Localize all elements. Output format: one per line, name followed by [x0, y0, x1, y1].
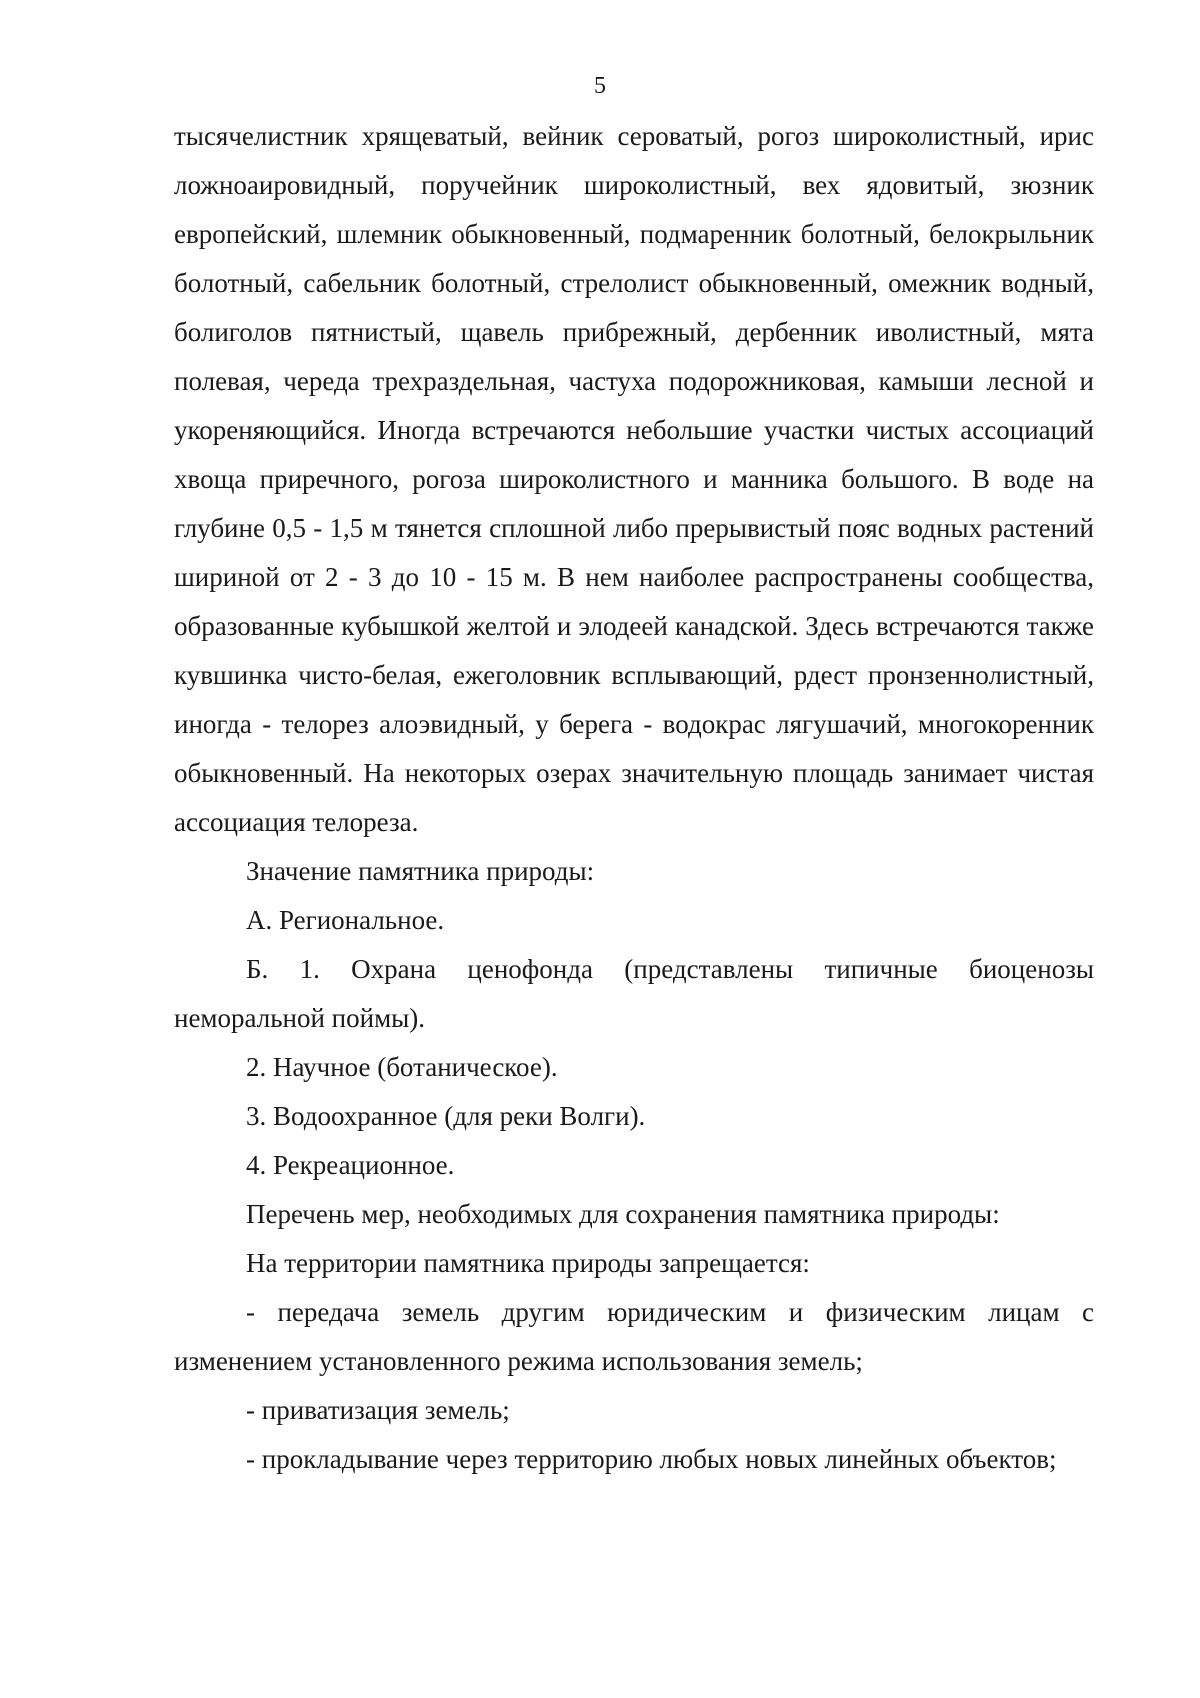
paragraph-significance-3: 3. Водоохранное (для реки Волги). [246, 1101, 646, 1131]
paragraph-prohibition-linear-objects: - прокладывание через территорию любых новых линейных объектов; [246, 1444, 1057, 1474]
paragraph-significance-2: 2. Научное (ботаническое). [246, 1052, 558, 1082]
paragraph-significance-4: 4. Рекреационное. [246, 1150, 455, 1180]
paragraph-prohibited-heading: На территории памятника природы запрещается: [246, 1248, 810, 1278]
paragraph-prohibition-privatization: - приватизация земель; [246, 1395, 510, 1425]
paragraph-prohibition-land-transfer: - передача земель другим юридическим и физическим лицам с изменением установленного режима использования земель; [174, 1297, 1094, 1376]
paragraph-measures-heading: Перечень мер, необходимых для сохранения памятника природы: [246, 1199, 1000, 1229]
paragraph-significance-b1: Б. 1. Охрана ценофонда (представлены типичные биоценозы неморальной поймы). [174, 954, 1094, 1033]
paragraph-significance-heading: Значение памятника природы: [246, 856, 595, 886]
document-body [174, 112, 1094, 1484]
paragraph-significance-a: А. Региональное. [246, 905, 445, 935]
paragraph-species-list: тысячелистник хрящеватый, вейник сероватый, рогоз широколистный, ирис ложноаировидный, поручейник широколистный, вех ядовитый, зюзник европейский, шлемник обыкновенный, подмаренник болотный, белокрыльник болотный, сабельник болотный, стрелолист обыкновенный, омежник водный, болиголов пятнистый, щавель прибрежный, дербенник иволистный, мята полевая, череда трехраздельная, частуха подорожниковая, камыши лесной и укореняющийся. Иногда встречаются небольшие участки чистых ассоциаций хвоща приречного, рогоза широколистного и манника большого. В воде на глубине 0,5 - 1,5 м тянется сплошной либо прерывистый пояс водных растений шириной от 2 - 3 до 10 - 15 м. В нем наиболее распространены сообщества, образованные кубышкой желтой и элодеей канадской. Здесь встречаются также кувшинка чисто-белая, ежеголовник всплывающий, рдест пронзеннолистный, иногда - телорез алоэвидный, у берега - водокрас лягушачий, многокоренник обыкновенный. На некоторых озерах значительную площадь занимает чистая ассоциация телореза. [174, 121, 1094, 837]
page-number: 5 [594, 73, 606, 99]
